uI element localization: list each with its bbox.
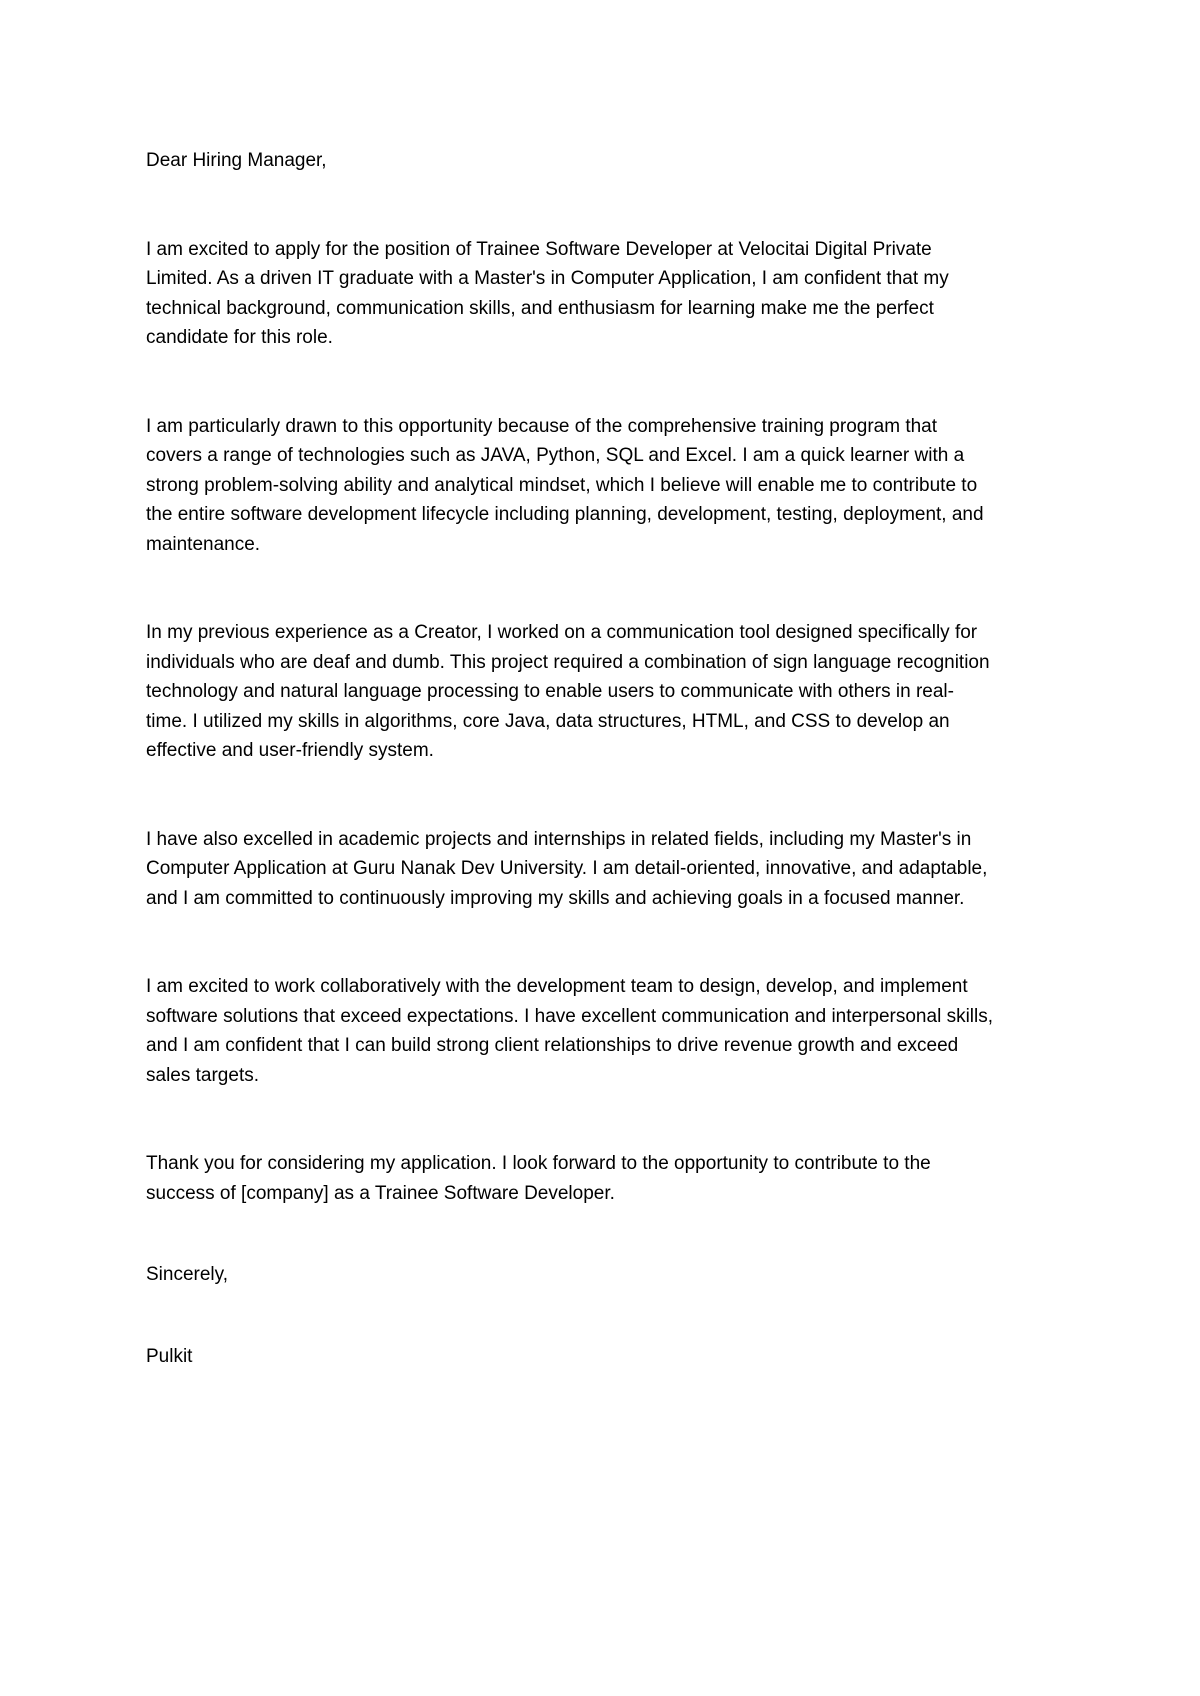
paragraph-line: success of [company] as a Trainee Software Developer. xyxy=(146,1182,615,1204)
paragraph-line: time. I utilized my skills in algorithms, core Java, data structures, HTML, and CSS to develop an xyxy=(146,710,950,732)
closing: Sincerely, xyxy=(146,1264,229,1285)
paragraph-line: effective and user-friendly system. xyxy=(146,740,434,761)
paragraph-line: Thank you for considering my application. I look forward to the opportunity to contribute to the xyxy=(146,1153,931,1174)
paragraph-line: technical background, communication skills, and enthusiasm for learning make me the perfect xyxy=(146,297,934,319)
paragraph-line: software solutions that exceed expectations. I have excellent communication and interpersonal skills, xyxy=(146,1005,994,1027)
cover-letter xyxy=(146,146,1071,1371)
paragraph-line: In my previous experience as a Creator, I worked on a communication tool designed specifically for xyxy=(146,622,978,643)
paragraph-6 xyxy=(146,1149,1071,1208)
paragraph-5 xyxy=(146,972,1071,1090)
paragraph-line: I am particularly drawn to this opportunity because of the comprehensive training program that xyxy=(146,415,938,437)
paragraph-line: strong problem-solving ability and analytical mindset, which I believe will enable me to contribute to xyxy=(146,474,978,496)
paragraph-3 xyxy=(146,618,1071,766)
salutation: Dear Hiring Manager, xyxy=(146,150,327,171)
paragraph-line: sales targets. xyxy=(146,1064,259,1086)
paragraph-2 xyxy=(146,412,1071,560)
paragraph-4 xyxy=(146,825,1071,914)
paragraph-line: technology and natural language processing to enable users to communicate with others in real- xyxy=(146,681,954,702)
paragraph-line: candidate for this role. xyxy=(146,327,333,348)
paragraph-line: I am excited to work collaboratively with the development team to design, develop, and implement xyxy=(146,976,968,997)
signature-name: Pulkit xyxy=(146,1345,193,1367)
paragraph-line: the entire software development lifecycle including planning, development, testing, deployment, and xyxy=(146,504,984,525)
paragraph-line: individuals who are deaf and dumb. This project required a combination of sign language recognition xyxy=(146,651,990,673)
paragraph-line: Computer Application at Guru Nanak Dev University. I am detail-oriented, innovative, and adaptable, xyxy=(146,858,988,879)
paragraph-line: I have also excelled in academic projects and internships in related fields, including my Master's in xyxy=(146,828,972,850)
paragraph-line: covers a range of technologies such as JAVA, Python, SQL and Excel. I am a quick learner with a xyxy=(146,445,965,466)
paragraph-1 xyxy=(146,235,1071,353)
paragraph-line: Limited. As a driven IT graduate with a Master's in Computer Application, I am confident that my xyxy=(146,268,949,289)
paragraph-line: maintenance. xyxy=(146,533,261,555)
paragraph-line: and I am committed to continuously improving my skills and achieving goals in a focused manner. xyxy=(146,887,965,909)
paragraph-line: and I am confident that I can build strong client relationships to drive revenue growth and exceed xyxy=(146,1035,959,1056)
paragraph-line: I am excited to apply for the position of Trainee Software Developer at Velocitai Digital Private xyxy=(146,238,932,260)
